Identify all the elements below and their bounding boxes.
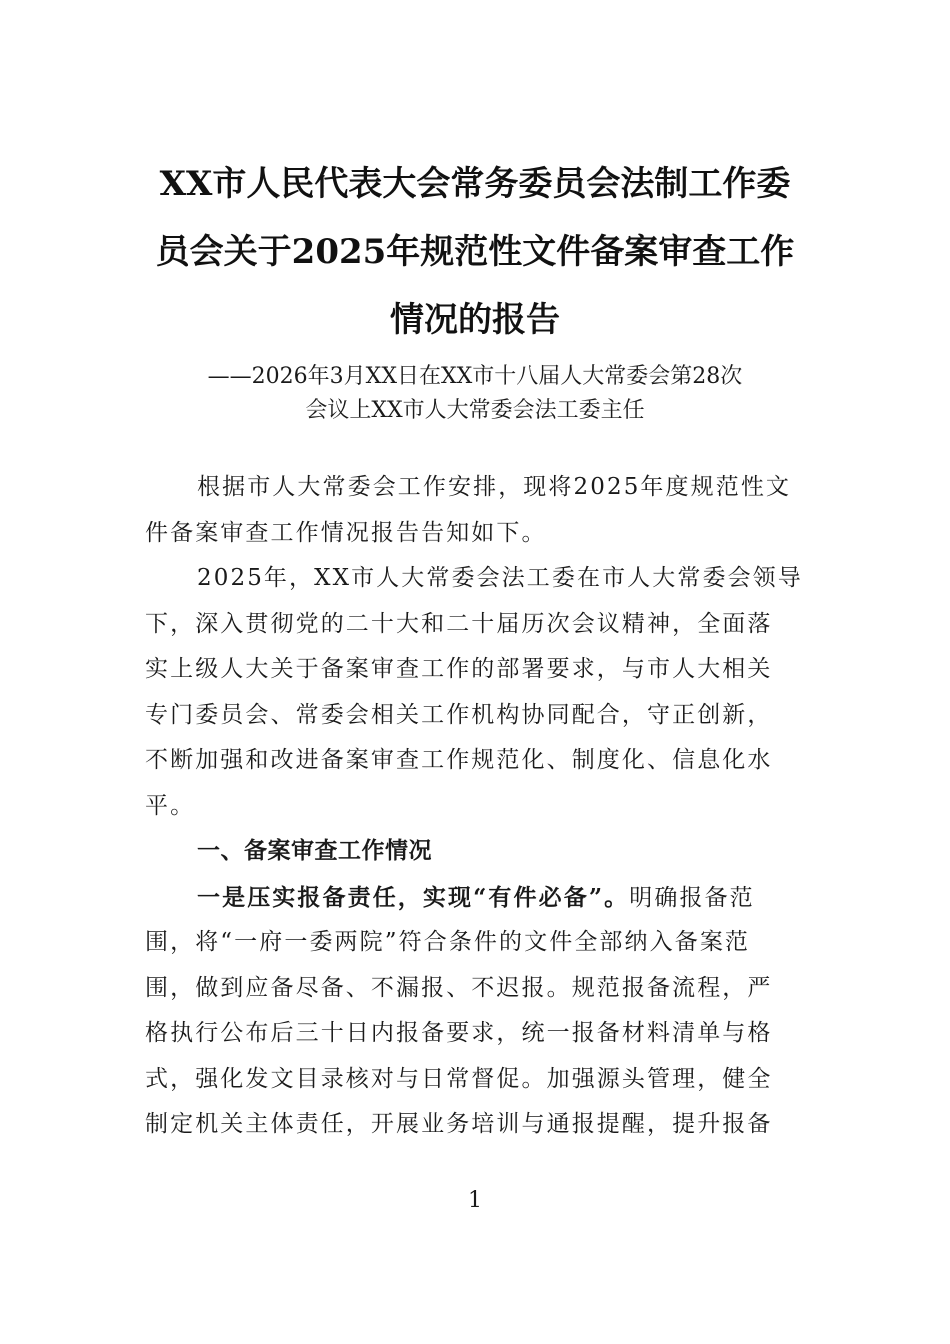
paragraph-line [145,875,805,921]
paragraph-line: 围，做到应备尽备、不漏报、不迟报。规范报备流程，严 [145,974,773,1001]
section-heading: 一、备案审查工作情况 [197,838,432,864]
paragraph-line: 下，深入贯彻党的二十大和二十届历次会议精神，全面落 [145,610,773,637]
paragraph-line: 式，强化发文目录核对与日常督促。加强源头管理，健全 [145,1065,773,1092]
title-line: XX市人民代表大会常务委员会法制工作委 [159,164,791,204]
paragraph-lead: 一是压实报备责任，实现“有件必备”。 [197,883,630,911]
paragraph-line: 平。 [145,792,196,819]
document-subtitle [140,360,810,428]
subtitle-line: 会议上XX市人大常委会法工委主任 [305,398,645,423]
title-line: 情况的报告 [390,300,560,340]
paragraph-line: 不断加强和改进备案审查工作规范化、制度化、信息化水 [145,747,773,773]
paragraph-line: 制定机关主体责任，开展业务培训与通报提醒，提升报备 [145,1111,773,1137]
paragraph-lead-rest: 明确报备范 [629,884,755,911]
document-body [145,465,805,1148]
paragraph-line: 格执行公布后三十日内报备要求，统一报备材料清单与格 [145,1020,773,1046]
document-title [140,150,810,354]
paragraph-line: 专门委员会、常委会相关工作机构协同配合，守正创新， [145,701,773,728]
title-line: 员会关于2025年规范性文件备案审查工作 [155,232,795,272]
subtitle-line: ——2026年3月XX日在XX市十八届人大常委会第28次 [207,364,743,389]
paragraph-line: 实上级人大关于备案审查工作的部署要求，与市人大相关 [145,656,773,682]
page-number: 1 [468,1188,482,1213]
paragraph-line: 围，将“一府一委两院”符合条件的文件全部纳入备案范 [145,929,751,955]
paragraph-line: 2025年，XX市人大常委会法工委在市人大常委会领导 [197,565,803,591]
paragraph-line: 件备案审查工作情况报告告知如下。 [145,519,547,546]
paragraph-line: 根据市人大常委会工作安排，现将2025年度规范性文 [197,474,792,500]
